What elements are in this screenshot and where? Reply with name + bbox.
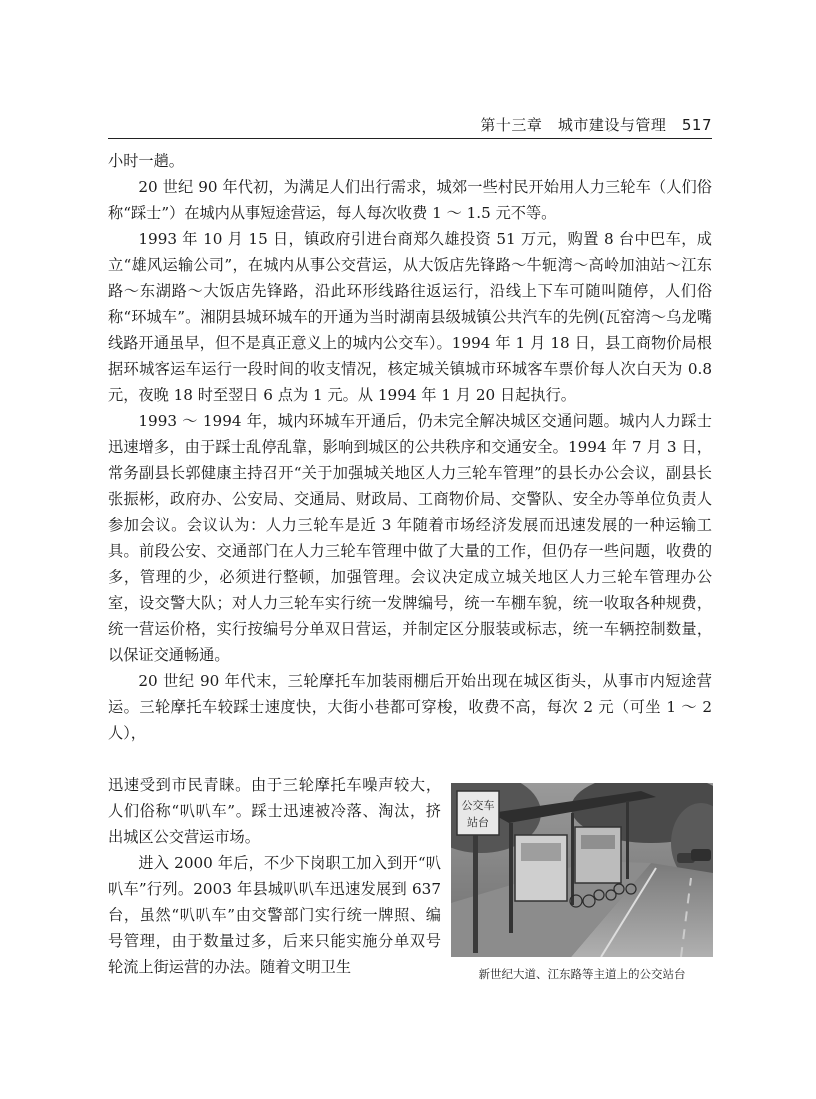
page-header: [108, 108, 712, 139]
paragraph: 进入 2000 年后，不少下岗职工加入到开“叭叭车”行列。2003 年县城叭叭车迅速发展到 637 台，虽然“叭叭车”由交警部门实行统一牌照、编号管理，由于数量过多，后来只能实施分单双号轮流上街运营的办法。随着文明卫生: [108, 854, 441, 976]
sign-text-line2: 站台: [467, 816, 489, 829]
paragraph: 1993 年 10 月 15 日，镇政府引进台商郑久雄投资 51 万元，购置 8 台中巴车，成立“雄风运输公司”，在城内从事公交营运，从大饭店先锋路～牛轭湾～高岭加油站～江东路～东湖路～大饭店先锋路，沿此环形线路往返运行，沿线上下车可随叫随停，人们俗称“环城车”。湘阴县城环城车的开通为当时湖南县级城镇公共汽车的先例(瓦窑湾～乌龙嘴线路开通虽早，但不是真正意义上的城内公交车）。1994 年 1 月 18 日，县工商物价局根据环城客运车运行一段时间的收支情况，核定城关镇城市环城客车票价每人次白天为 0.8 元，夜晚 18 时至翌日 6 点为 1 元。从 1994 年 1 月 20 日起执行。: [108, 230, 712, 404]
paragraph: 20 世纪 90 年代末，三轮摩托车加装雨棚后开始出现在城区街头，从事市内短途营运。三轮摩托车较踩士速度快，大街小巷都可穿梭，收费不高，每次 2 元（可坐 1 ～ 2 人），: [108, 672, 712, 742]
main-body-text: [108, 148, 712, 746]
chapter-title: 第十三章 城市建设与管理 517: [480, 116, 712, 134]
photo-caption: 新世纪大道、江东路等主道上的公交站台: [478, 967, 686, 981]
sign-text-line1: 公交车: [461, 799, 495, 812]
paragraph: 迅速受到市民青睐。由于三轮摩托车噪声较大，人们俗称“叭叭车”。踩士迅速被冷落、淘汰，挤出城区公交营运市场。: [108, 776, 441, 846]
paragraph: 小时一趟。: [108, 152, 184, 170]
paragraph: 20 世纪 90 年代初，为满足人们出行需求，城郊一些村民开始用人力三轮车（人们俗称“踩士”）在城内从事短途营运，每人每次收费 1 ～ 1.5 元不等。: [108, 178, 712, 222]
bus-stop-photo: [451, 783, 713, 957]
wrapped-body-text: [108, 772, 441, 980]
paragraph: 1993 ～ 1994 年，城内环城车开通后，仍未完全解决城区交通问题。城内人力踩士迅速增多，由于踩士乱停乱靠，影响到城区的公共秩序和交通安全。1994 年 7 月 3 日，常务副县长郭健康主持召开“关于加强城关地区人力三轮车管理”的县长办公会议，副县长张振彬，政府办、公安局、交通局、财政局、工商物价局、交警队、安全办等单位负责人参加会议。会议认为：人力三轮车是近 3 年随着市场经济发展而迅速发展的一种运输工具。前段公安、交通部门在人力三轮车管理中做了大量的工作，但仍存一些问题，收费的多，管理的少，必须进行整顿，加强管理。会议决定成立城关地区人力三轮车管理办公室，设交警大队；对人力三轮车实行统一发牌编号，统一车棚车貌，统一收取各种规费，统一营运价格，实行按编号分单双日营运，并制定区分服装或标志，统一车辆控制数量，以保证交通畅通。: [108, 412, 712, 664]
